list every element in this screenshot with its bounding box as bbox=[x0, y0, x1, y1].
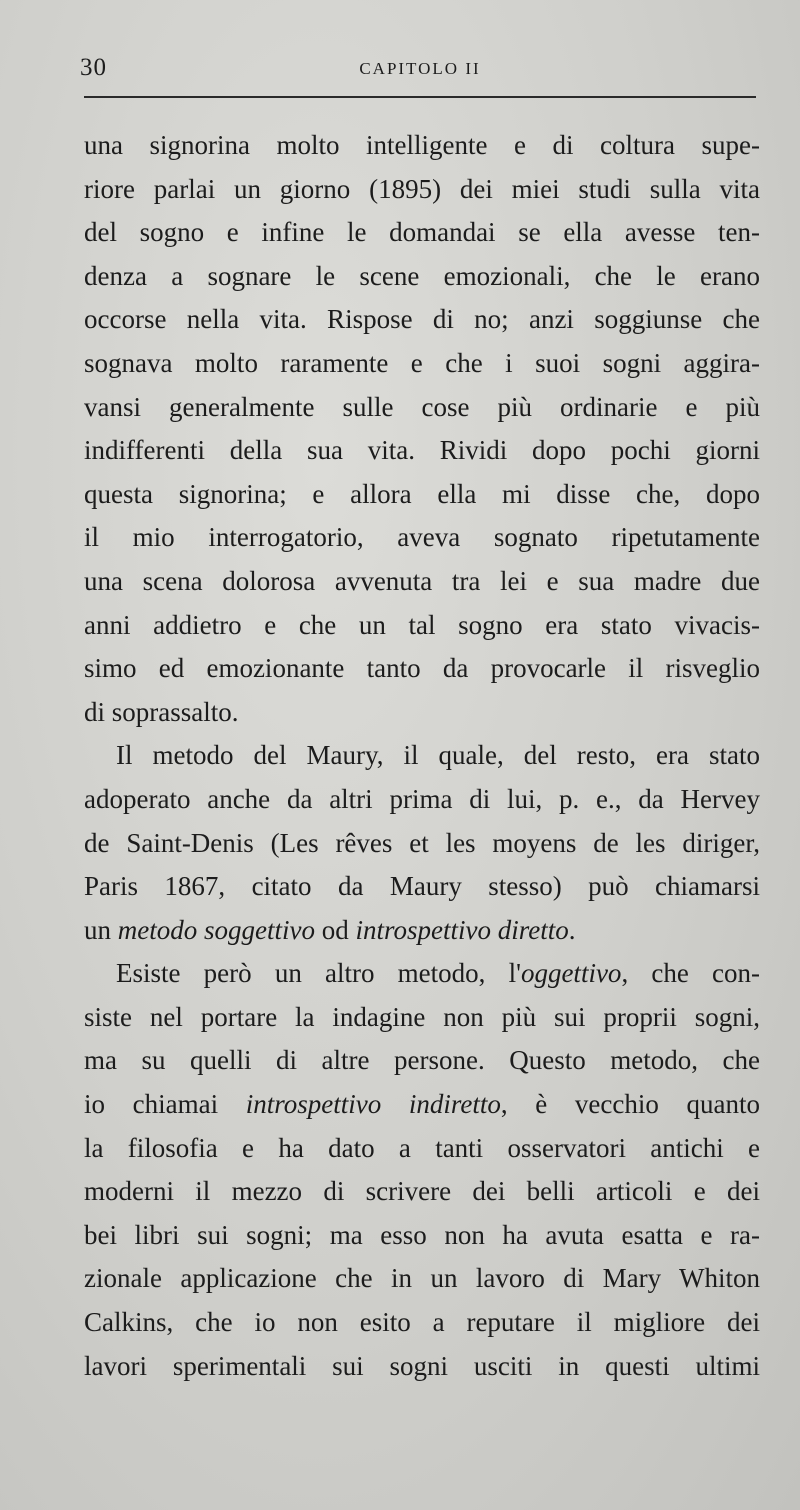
text-segment: Paris 1867, citato da Maury stesso) può chiamarsi bbox=[84, 871, 760, 902]
text-segment: riore parlai un giorno (1895) dei miei studi sulla vita bbox=[84, 173, 760, 204]
text-line bbox=[84, 516, 760, 560]
text-segment: lavori sperimentali sui sogni usciti in questi ultimi bbox=[84, 1350, 760, 1381]
text-line bbox=[84, 691, 760, 735]
text-line bbox=[84, 429, 760, 473]
text-line bbox=[84, 168, 760, 212]
text-segment: denza a sognare le scene emozionali, che le erano bbox=[84, 260, 760, 291]
text-line bbox=[84, 298, 760, 342]
text-line bbox=[84, 734, 760, 778]
text-line bbox=[84, 909, 760, 953]
text-segment: zionale applicazione che in un lavoro di Mary Whiton bbox=[84, 1263, 760, 1294]
text-segment: una scena dolorosa avvenuta tra lei e sua madre due bbox=[84, 565, 760, 596]
italic-phrase: introspettivo indiretto bbox=[245, 1089, 501, 1120]
text-segment: anni addietro e che un tal sogno era stato vivacis- bbox=[84, 609, 760, 640]
text-segment: ma su quelli di altre persone. Questo metodo, che bbox=[84, 1045, 760, 1076]
text-segment: indifferenti della sua vita. Rividi dopo pochi giorni bbox=[84, 435, 760, 466]
text-segment: questa signorina; e allora ella mi disse che, dopo bbox=[84, 478, 760, 509]
text-segment: del sogno e infine le domandai se ella avesse ten- bbox=[84, 217, 760, 248]
text-segment: Il metodo del Maury, il quale, del resto, era stato bbox=[116, 740, 760, 771]
text-line bbox=[84, 473, 760, 517]
text-segment: vansi generalmente sulle cose più ordinarie e più bbox=[84, 391, 760, 422]
page-number: 30 bbox=[80, 54, 107, 81]
text-line bbox=[84, 604, 760, 648]
text-segment: , che con- bbox=[621, 958, 760, 989]
text-segment: de Saint-Denis (Les rêves et les moyens de les diriger, bbox=[84, 827, 760, 858]
text-segment: sognava molto raramente e che i suoi sogni aggira- bbox=[84, 347, 760, 378]
text-line bbox=[84, 1214, 760, 1258]
italic-phrase: metodo soggettivo bbox=[117, 914, 315, 945]
body-text bbox=[84, 124, 760, 1388]
text-line bbox=[84, 647, 760, 691]
text-line bbox=[84, 1039, 760, 1083]
text-segment: occorse nella vita. Rispose di no; anzi soggiunse che bbox=[84, 304, 760, 335]
text-segment: Esiste però un altro metodo, l' bbox=[116, 958, 521, 989]
text-segment: una signorina molto intelligente e di coltura supe- bbox=[84, 130, 760, 160]
italic-phrase: oggettivo bbox=[520, 958, 622, 989]
text-line bbox=[84, 952, 760, 996]
text-line bbox=[84, 1127, 760, 1171]
text-line bbox=[84, 996, 760, 1040]
header-rule bbox=[84, 96, 756, 98]
text-line bbox=[84, 342, 760, 386]
text-line bbox=[84, 1301, 760, 1345]
text-segment: io chiamai bbox=[84, 1089, 246, 1120]
text-segment: . bbox=[568, 914, 576, 945]
running-head bbox=[80, 54, 760, 90]
text-segment: di soprassalto. bbox=[84, 696, 239, 727]
text-segment: la filosofia e ha dato a tanti osservatori antichi e bbox=[84, 1132, 760, 1163]
text-line bbox=[84, 1257, 760, 1301]
text-segment: un bbox=[84, 914, 118, 945]
text-line bbox=[84, 211, 760, 255]
text-segment: il mio interrogatorio, aveva sognato ripetutamente bbox=[84, 522, 760, 553]
text-line bbox=[84, 865, 760, 909]
text-segment: bei libri sui sogni; ma esso non ha avuta esatta e ra- bbox=[84, 1219, 760, 1250]
text-line bbox=[84, 822, 760, 866]
text-line bbox=[84, 1170, 760, 1214]
text-segment: moderni il mezzo di scrivere dei belli articoli e dei bbox=[84, 1176, 760, 1207]
chapter-title: CAPITOLO II bbox=[359, 59, 481, 78]
text-segment: od bbox=[314, 914, 356, 945]
text-line bbox=[84, 386, 760, 430]
italic-phrase: introspettivo diretto bbox=[355, 914, 569, 945]
text-line bbox=[84, 1083, 760, 1127]
text-line bbox=[84, 255, 760, 299]
text-segment: , è vecchio quanto bbox=[500, 1089, 760, 1120]
text-line bbox=[84, 1345, 760, 1389]
text-line bbox=[84, 124, 760, 168]
text-line bbox=[84, 778, 760, 822]
text-segment: siste nel portare la indagine non più sui proprii sogni, bbox=[84, 1001, 760, 1032]
text-segment: Calkins, che io non esito a reputare il migliore dei bbox=[84, 1307, 760, 1338]
text-segment: adoperato anche da altri prima di lui, p. e., da Hervey bbox=[84, 783, 760, 814]
text-line bbox=[84, 560, 760, 604]
text-segment: simo ed emozionante tanto da provocarle il risveglio bbox=[84, 653, 760, 684]
